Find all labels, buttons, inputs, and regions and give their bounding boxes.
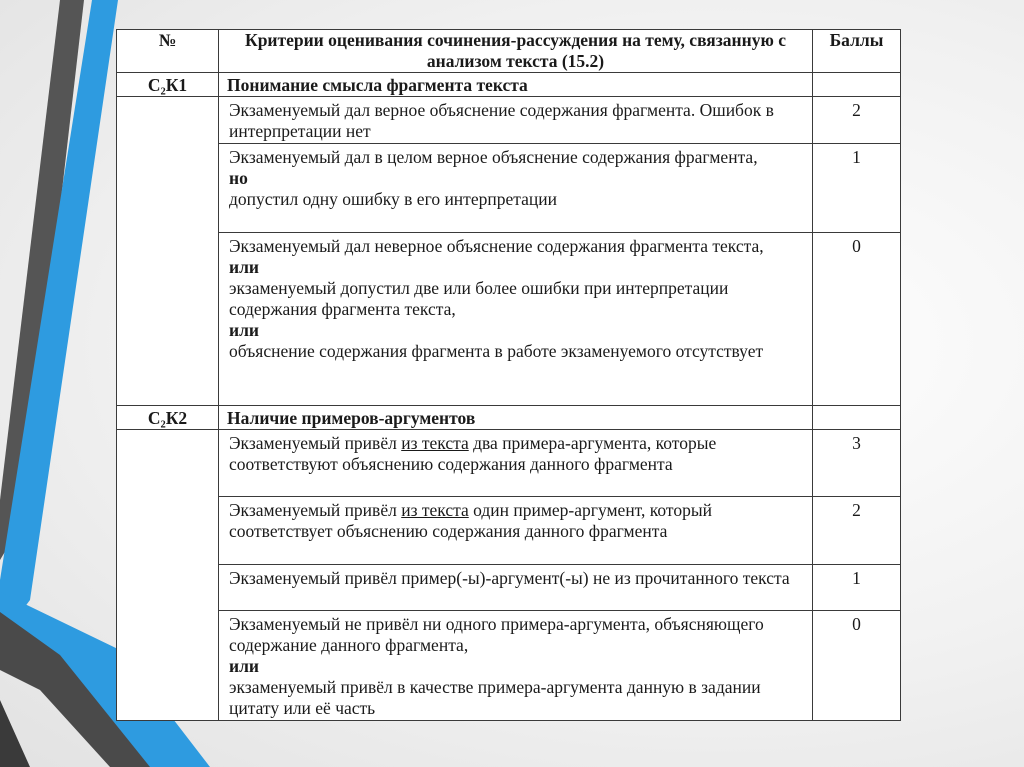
- criterion-score: 2: [813, 97, 901, 144]
- section-title: Понимание смысла фрагмента текста: [219, 73, 813, 97]
- empty-num-cell: [117, 97, 219, 406]
- criterion-description: [219, 97, 813, 144]
- section-score-empty: [813, 406, 901, 430]
- criterion-description: [219, 144, 813, 233]
- section-row-k1: [117, 73, 901, 97]
- criterion-conjunction: или: [229, 257, 259, 277]
- section-score-empty: [813, 73, 901, 97]
- criterion-text: Экзаменуемый не привёл ни одного примера-аргумента, объясняющего содержание данного фрагмента,: [229, 614, 764, 655]
- criterion-score: 1: [813, 565, 901, 611]
- criterion-description: [219, 430, 813, 497]
- criterion-underlined: из текста: [401, 500, 469, 520]
- header-score: Баллы: [813, 30, 901, 73]
- criterion-description: [219, 565, 813, 611]
- table-row: [117, 611, 901, 721]
- criterion-text: экзаменуемый допустил две или более ошибки при интерпретации содержания фрагмента текста,: [229, 278, 729, 319]
- criterion-text: объяснение содержания фрагмента в работе экзаменуемого отсутствует: [229, 341, 764, 361]
- table-row: [117, 497, 901, 565]
- table-row: [117, 565, 901, 611]
- criterion-score: 0: [813, 611, 901, 721]
- criterion-underlined: из текста: [401, 433, 469, 453]
- criterion-text: Экзаменуемый дал неверное объяснение содержания фрагмента текста,: [229, 236, 764, 256]
- criterion-text: Экзаменуемый привёл: [229, 433, 402, 453]
- section-title: Наличие примеров-аргументов: [219, 406, 813, 430]
- criterion-score: 2: [813, 497, 901, 565]
- criterion-description: [219, 497, 813, 565]
- criterion-description: [219, 611, 813, 721]
- criterion-text: Экзаменуемый привёл: [229, 500, 402, 520]
- section-code: С₂К1: [117, 73, 219, 97]
- section-code: С₂К2: [117, 406, 219, 430]
- criterion-text: Экзаменуемый дал в целом верное объяснение содержания фрагмента,: [229, 147, 758, 167]
- table-header-row: [117, 30, 901, 73]
- table-row: [117, 430, 901, 497]
- criterion-text: экзаменуемый привёл в качестве примера-аргумента данную в задании цитату или её часть: [229, 677, 761, 718]
- criterion-text: Экзаменуемый привёл пример(-ы)-аргумент(-ы) не из прочитанного текста: [229, 568, 790, 588]
- criterion-description: [219, 233, 813, 406]
- criterion-conjunction: или: [229, 656, 259, 676]
- table-row: [117, 97, 901, 144]
- section-row-k2: [117, 406, 901, 430]
- criterion-text: один пример-аргумент, который соответствует объяснению содержания данного фрагмента: [229, 500, 712, 541]
- table-row: [117, 144, 901, 233]
- criterion-score: 0: [813, 233, 901, 406]
- criterion-text: допустил одну ошибку в его интерпретации: [229, 189, 557, 209]
- criterion-conjunction: но: [229, 168, 248, 188]
- table-row: [117, 233, 901, 406]
- criterion-text: два примера-аргумента, которые соответствуют объяснению содержания данного фрагмента: [229, 433, 717, 474]
- criterion-score: 3: [813, 430, 901, 497]
- criterion-text: Экзаменуемый дал верное объяснение содержания фрагмента. Ошибок в интерпретации нет: [229, 100, 774, 141]
- criteria-table: [116, 29, 901, 721]
- empty-num-cell: [117, 430, 219, 721]
- header-criteria: Критерии оценивания сочинения-рассуждения на тему, связанную с анализом текста (15.2): [219, 30, 813, 73]
- dark-corner: [0, 700, 30, 767]
- criterion-score: 1: [813, 144, 901, 233]
- criterion-conjunction: или: [229, 320, 259, 340]
- header-num: №: [117, 30, 219, 73]
